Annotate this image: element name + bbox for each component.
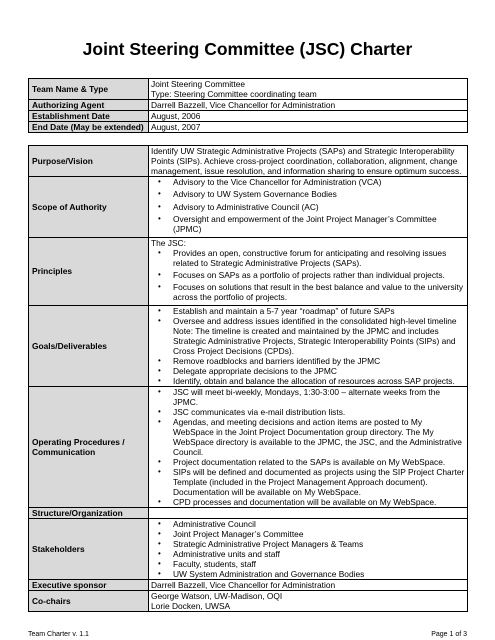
table-row	[29, 79, 468, 100]
list-item: • CPD processes and documentation will be available on My WebSpace.	[167, 497, 465, 507]
page-title: Joint Steering Committee (JSC) Charter	[82, 39, 413, 59]
scope-label: Scope of Authority	[29, 177, 149, 238]
purpose-text: Identify UW Strategic Administrative Projects (SAPs) and Strategic Interoperability Points (SIPs). Achieve cross-project coordination, collaboration, alignment, change management, issue resolution, and information sharing to ensure optimum success.	[149, 146, 468, 177]
list-item: • Strategic Administrative Project Managers & Teams	[167, 539, 465, 549]
list-item: • Focuses on SAPs as a portfolio of projects rather than individual projects.	[167, 270, 465, 280]
list-item: • Establish and maintain a 5-7 year “roadmap” of future SAPs	[167, 306, 465, 316]
authorizing-agent-value: Darrell Bazzell, Vice Chancellor for Administration	[149, 100, 468, 111]
table-row	[29, 237, 468, 305]
table-row	[29, 177, 468, 238]
purpose-label: Purpose/Vision	[29, 146, 149, 177]
table-row	[29, 507, 468, 518]
sponsor-label: Executive sponsor	[29, 579, 149, 590]
list-item: • UW System Administration and Governance Bodies	[167, 569, 465, 579]
cochairs-value	[149, 590, 468, 611]
scope-list	[151, 177, 465, 234]
operating-label: Operating Procedures / Communication	[29, 386, 149, 507]
list-item: • Identify, obtain and balance the allocation of resources across SAP projects.	[167, 376, 465, 386]
value-line: Lorie Docken, UWSA	[151, 600, 231, 611]
team-name-label: Team Name & Type	[29, 79, 149, 100]
end-date-value: August, 2007	[149, 122, 468, 133]
list-item: • Advisory to the Vice Chancellor for Administration (VCA)	[167, 177, 465, 187]
goals-value	[149, 305, 468, 386]
value-line: Joint Steering Committee	[151, 79, 246, 89]
principles-value	[149, 237, 468, 305]
table-row	[29, 579, 468, 590]
list-item: • JSC communicates via e-mail distribution lists.	[167, 407, 465, 417]
structure-value	[149, 507, 468, 518]
table-row	[29, 518, 468, 579]
stakeholders-value	[149, 518, 468, 579]
list-item: • Advisory to Administrative Council (AC)	[167, 202, 465, 212]
structure-label: Structure/Organization	[29, 507, 149, 518]
sponsor-value: Darrell Bazzell, Vice Chancellor for Administration	[149, 579, 468, 590]
list-item: • Advisory to UW System Governance Bodies	[167, 189, 465, 199]
principles-list	[151, 248, 465, 303]
list-item: • Administrative Council	[167, 519, 465, 529]
list-item: • Project documentation related to the SAPs is available on My WebSpace.	[167, 457, 465, 467]
footer-right: Page 1 of 3	[431, 631, 467, 638]
value-line: Type: Steering Committee coordinating team	[151, 89, 317, 99]
footer-left: Team Charter v. 1.1	[28, 631, 89, 638]
cochairs-label: Co-chairs	[29, 590, 149, 611]
team-name-value	[149, 79, 468, 100]
table-row	[29, 100, 468, 111]
list-item: • Focuses on solutions that result in the best balance and value to the university across the portfolio of projects.	[167, 282, 465, 302]
list-item: • SIPs will be defined and documented as projects using the SIP Project Charter Template (included in the Project Management Approach document). Documentation will be available on My WebSpace.	[167, 467, 465, 497]
table-row	[29, 146, 468, 177]
list-item: • Oversight and empowerment of the Joint Project Manager’s Committee (JPMC)	[167, 214, 465, 234]
goals-list	[151, 306, 465, 386]
authorizing-agent-label: Authorizing Agent	[29, 100, 149, 111]
table-row	[29, 111, 468, 122]
stakeholders-list	[151, 519, 465, 579]
list-item: • Remove roadblocks and barriers identified by the JPMC	[167, 356, 465, 366]
establishment-date-label: Establishment Date	[29, 111, 149, 122]
table-row	[29, 305, 468, 386]
list-item: • Agendas, and meeting decisions and action items are posted to My WebSpace in the Joint Project Documentation group directory. The My WebSpace directory is available to the JPMC, the JSC, and the Administrative Council.	[167, 417, 465, 457]
stakeholders-label: Stakeholders	[29, 518, 149, 579]
end-date-label: End Date (May be extended)	[29, 122, 149, 133]
goals-label: Goals/Deliverables	[29, 305, 149, 386]
principles-intro: The JSC:	[151, 237, 186, 248]
main-table	[28, 145, 468, 612]
list-item: • Administrative units and staff	[167, 549, 465, 559]
list-item: • Faculty, students, staff	[167, 559, 465, 569]
list-item: • Joint Project Manager’s Committee	[167, 529, 465, 539]
operating-list	[151, 387, 465, 507]
principles-label: Principles	[29, 237, 149, 305]
table-row	[29, 386, 468, 507]
list-item: • Delegate appropriate decisions to the JPMC	[167, 366, 465, 376]
table-row	[29, 590, 468, 611]
list-item: • Oversee and address issues identified in the consolidated high-level timeline Note: The timeline is created and maintained by the JPMC and includes Strategic Administrative Projects, Strategic Interoperability Points (SIPs) and Cross Project Decisions (CPDs).	[167, 316, 465, 356]
list-item: • JSC will meet bi-weekly, Mondays, 1:30-3:00 – alternate weeks from the JPMC.	[167, 387, 465, 407]
establishment-date-value: August, 2006	[149, 111, 468, 122]
scope-value	[149, 177, 468, 238]
operating-value	[149, 386, 468, 507]
table-row	[29, 122, 468, 133]
value-line: George Watson, UW-Madison, OQI	[151, 590, 283, 601]
list-item: • Provides an open, constructive forum for anticipating and resolving issues related to Strategic Administrative Projects (SAPs).	[167, 248, 465, 268]
top-table	[28, 78, 468, 133]
